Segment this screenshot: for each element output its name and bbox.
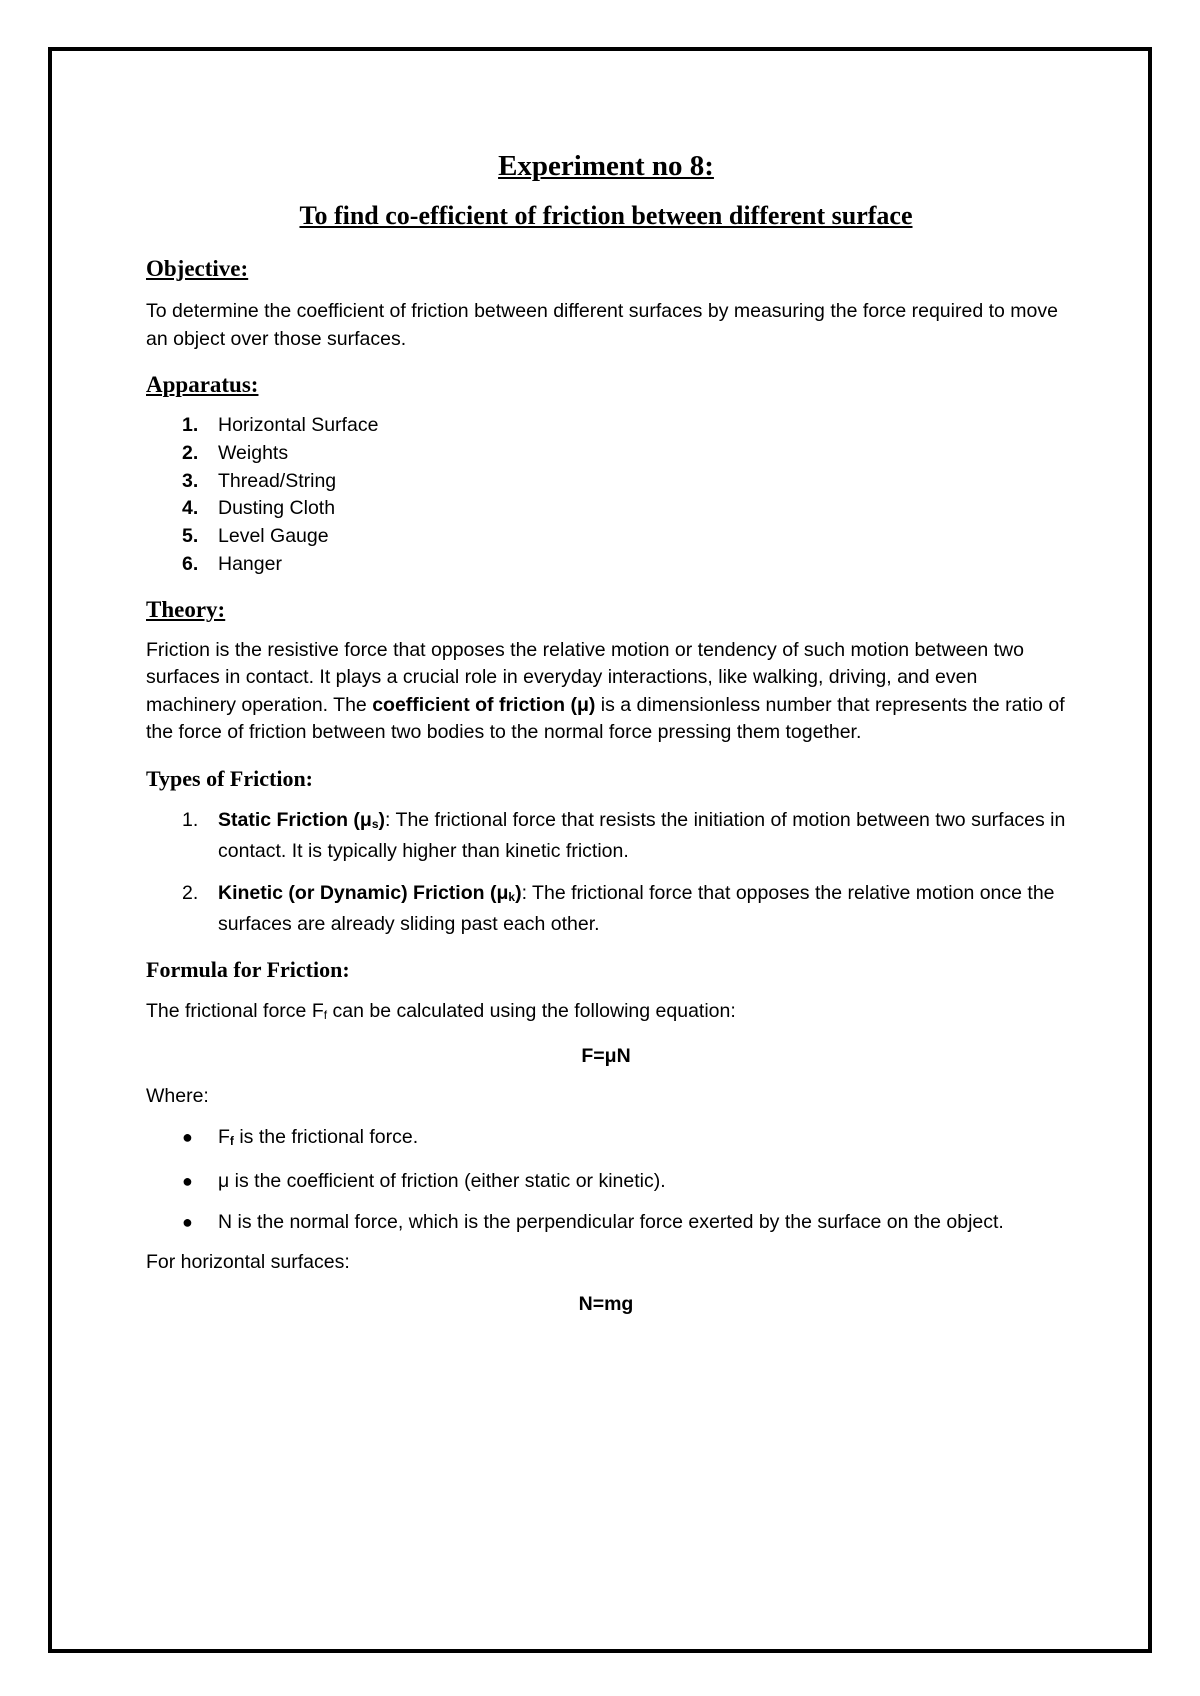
list-item: 5. Level Gauge [182, 525, 329, 548]
list-item: 2. Kinetic (or Dynamic) Friction $(\mu_k)$: The frictional force that opposes the relative motion once the surfaces are already sliding past each other. [182, 881, 1055, 936]
list-item: ● μ is the coefficient of friction (either static or kinetic). [182, 1168, 1066, 1196]
formula-normal: N=mg [578, 1292, 634, 1315]
formula-intro: The frictional force $F_f$ can be calculated using the following equation: [146, 999, 736, 1022]
page-title: Experiment no 8: [498, 150, 714, 182]
formula-heading: Formula for Friction: [146, 956, 350, 982]
list-item: 2. Weights [182, 441, 289, 464]
types-list [182, 807, 1066, 939]
list-item: 4. Dusting Cloth [182, 497, 336, 520]
list-item: ● N is the normal force, which is the perpendicular force exerted by the surface on the object. [182, 1209, 1066, 1237]
definitions-list [182, 1124, 1066, 1237]
page-subtitle: To find co-efficient of friction between different surface [299, 201, 913, 230]
types-heading: Types of Friction: [146, 765, 314, 791]
bold-term: coefficient of friction (μ) [372, 693, 596, 716]
objective-heading: Objective: [146, 256, 249, 281]
formula-friction: F=μN [581, 1045, 631, 1068]
objective-text: To determine the coefficient of friction between different surfaces by measuring the force required to move an object over those surfaces. [146, 300, 1058, 350]
where-label: Where: [146, 1085, 209, 1108]
horizontal-label: For horizontal surfaces: [146, 1251, 350, 1274]
apparatus-heading: Apparatus: [146, 372, 259, 397]
list-item: 3. Thread/String [182, 469, 337, 492]
theory-text: Friction is the resistive force that opposes the relative motion or tendency of such motion between two surfaces in contact. It plays a crucial role in everyday interactions, like walking, driving, and even machinery operation. The coefficient of friction (μ) is a dimensionless number that represents the ratio of the force of friction between two bodies to the normal force pressing them together. [146, 638, 1065, 744]
document-body [146, 148, 1066, 1318]
bullet-icon: ● [182, 1126, 193, 1147]
apparatus-list [182, 412, 1066, 579]
list-item: 1. Static Friction $(\mu_s)$: The frictional force that resists the initiation of motion between two surfaces in contact. It is typically higher than kinetic friction. [182, 808, 1066, 863]
bullet-icon: ● [182, 1171, 193, 1192]
bullet-icon: ● [182, 1211, 193, 1232]
list-item: 6. Hanger [182, 552, 282, 575]
theory-heading: Theory: [146, 596, 226, 622]
list-item: ● $F_f$ is the frictional force. [182, 1124, 1066, 1156]
list-item: 1. Horizontal Surface [182, 414, 379, 436]
